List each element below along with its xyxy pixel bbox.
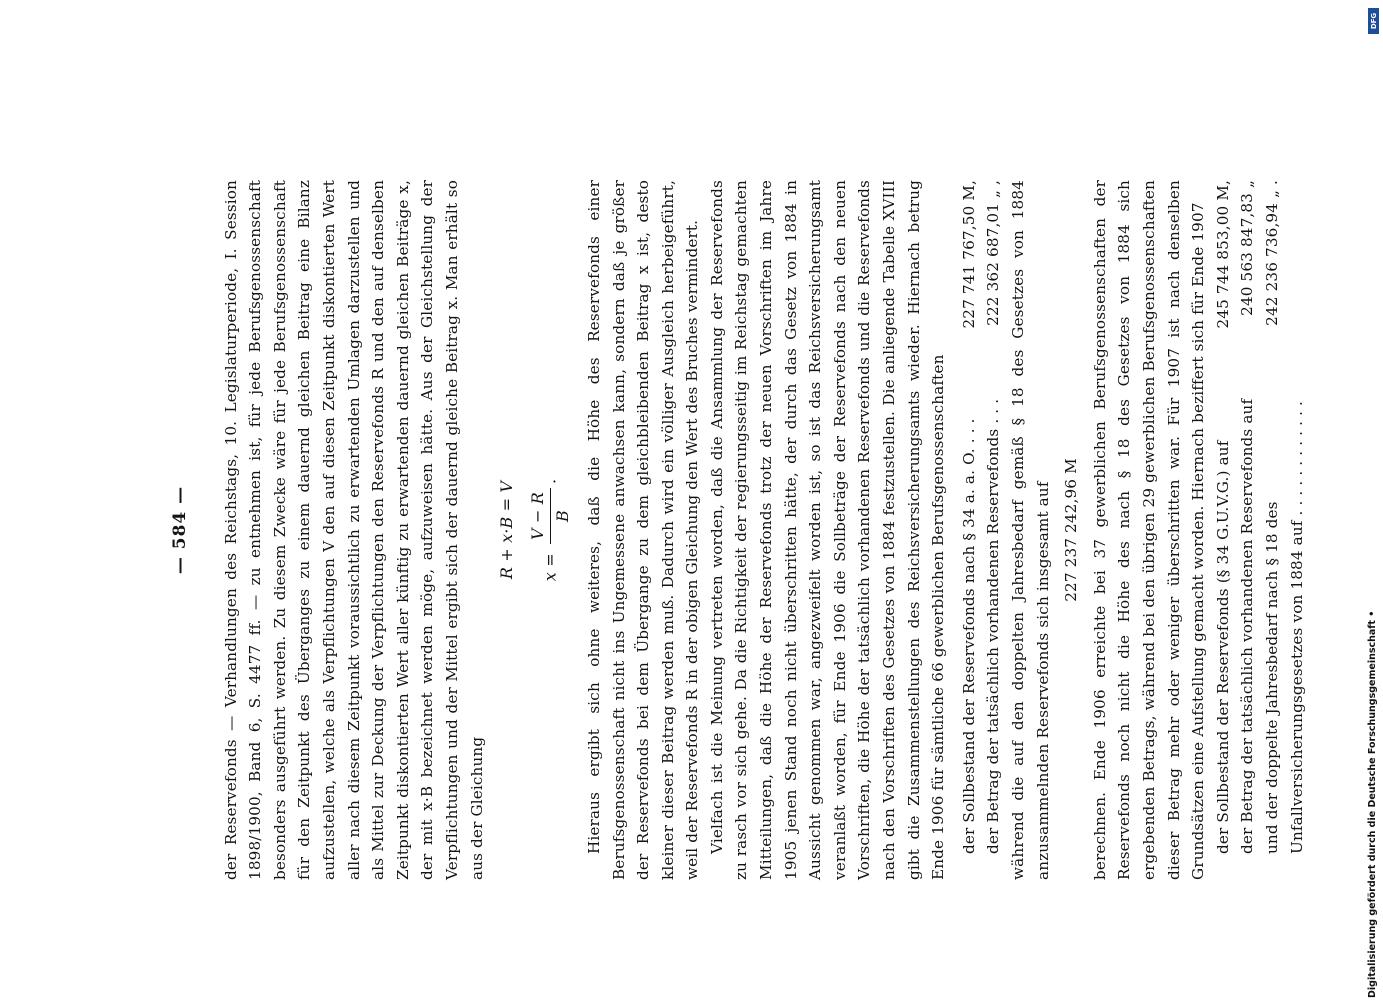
page-number: — 584 — bbox=[170, 485, 190, 575]
amount-row-1 bbox=[957, 180, 982, 880]
amount-row-3-label: der Sollbestand der Reservefonds (§ 34 G.U.V.G.) auf bbox=[1213, 440, 1232, 854]
amount-row-2-value: 222 362 687,01 „ , bbox=[984, 180, 1003, 326]
digitization-credit bbox=[1366, 8, 1380, 998]
amount-row-1-label: der Sollbestand der Reservefonds nach § 34 a. a. O. . . . bbox=[959, 418, 978, 854]
equation-2-fraction bbox=[526, 488, 576, 544]
total-amount-1: 227 237 242,96 M bbox=[1062, 458, 1081, 602]
amount-row-5-label: und der doppelte Jahresbedarf nach § 18 des Unfallversicherungsgesetzes von 1884 auf . . . . . . . . . . . . bbox=[1262, 400, 1306, 854]
amount-row-4-value: 240 563 847,83 „ bbox=[1238, 180, 1257, 316]
amount-row-1-value: 227 741 767,50 M, bbox=[959, 180, 978, 329]
paragraph-3: Vielfach ist die Meinung vertreten worden, daß die Ansammlung der Reservefonds zu rasch vor sich gehe. Da die Richtigkeit der regierungsseitig im Reichstag gemachten Mitteilungen, daß die Höhe der Reservefonds trotz der neuen Vorschriften im Jahre 1905 jenen Stand noch nicht überschritten hätte, der durch das Gesetz von 1884 in Aussicht genommen war, angezweifelt worden ist, so ist das Reichsversicherungsamt veranlaßt worden, für Ende 1906 die Sollbeträge der Reservefonds nach den neuen Vorschriften, die Höhe der tatsächlich vorhandenen Reservefonds und die Reservefonds nach den Vorschriften des Gesetzes von 1884 festzustellen. Die anliegende Tabelle XVIII gibt die Zusammenstellungen des Reichsversicherungsamts wieder. Hiernach betrug Ende 1906 für sämtliche 66 gewerblichen Berufsgenossenschaften bbox=[707, 180, 948, 880]
equation-2-lhs: x = bbox=[540, 553, 560, 582]
amount-row-2-label: der Betrag der tatsächlich vorhandenen Reservefonds . . . bbox=[984, 398, 1003, 854]
dfg-logo: DFG bbox=[1368, 8, 1379, 34]
amount-row-2 bbox=[981, 180, 1006, 880]
paragraph-1: der Reservefonds — Verhandlungen des Reichstags, 10. Legislaturperiode, I. Session 1898/1900, Band 6, S. 4477 ff. — zu entnehmen ist, für jede Berufsgenossenschaft besonders ausgeführt werden. Zu diesem Zwecke wäre für jede Berufsgenossenschaft für den Zeitpunkt des Überganges zu einem dauernd gleichen Beitrag eine Bilanz aufzustellen, welche als Verpflichtungen V den auf diesen Zeitpunkt diskontierten Wert aller nach diesem Zeitpunkt voraussichtlich zu erwartenden Umlagen darzustellen und als Mittel zur Deckung der Verpflichtungen den Reservefonds R und den auf denselben Zeitpunkt diskontierten Wert aller künftig zu erwartenden dauernd gleichen Beiträge x, der mit x·B bezeichnet werden möge, aufzuweisen hätte. Aus der Gleichstellung der Verpflichtungen und der Mittel ergibt sich der dauernd gleiche Beitrag x. Man erhält so aus der Gleichung bbox=[221, 180, 486, 880]
document-page bbox=[168, 180, 1306, 880]
equation-2-numerator: V − R bbox=[526, 488, 552, 544]
amount-row-4-label: der Betrag der tatsächlich vorhandenen Reservefonds auf bbox=[1238, 398, 1257, 854]
paragraph-5: berechnen. Ende 1906 erreichte bei 37 gewerblichen Berufsgenossenschaften der Reservefonds noch nicht die Höhe des nach § 18 des Gesetzes von 1884 sich ergebenden Betrags, während bei den übrigen 29 gewerblichen Berufsgenossenschaften dieser Betrag mehr oder weniger überschritten war. Für 1907 ist nach denselben Grundsätzen eine Aufstellung gemacht worden. Hiernach beziffert sich für Ende 1907 bbox=[1090, 180, 1208, 880]
amount-row-5-value: 242 236 736,94 „ . bbox=[1262, 180, 1281, 326]
amount-row-5 bbox=[1260, 180, 1309, 880]
equation-1: R + x·B = V bbox=[497, 480, 517, 580]
amount-row-3-value: 245 744 853,00 M, bbox=[1213, 180, 1232, 329]
amount-row-3 bbox=[1211, 180, 1236, 880]
digitization-credit-text: Digitalisierung gefördert durch die Deutsche Forschungsgemeinschaft • bbox=[1367, 610, 1378, 998]
amount-row-4 bbox=[1235, 180, 1260, 880]
equation-2-denominator: B bbox=[553, 510, 573, 522]
paragraph-2: Hieraus ergibt sich ohne weiteres, daß die Höhe des Reservefonds einer Berufsgenossenschaft nicht ins Ungemessene anwachsen kann, sondern daß je größer der Reservefonds bei dem Übergange zu dem gleichbleibenden Beitrag x ist, desto kleiner dieser Beitrag werden muß. Dadurch wird ein völliger Ausgleich herbeigeführt, weil der Reservefonds R in der obigen Gleichung den Wert des Bruches vermindert. bbox=[584, 180, 702, 880]
scanned-page-area bbox=[148, 100, 1306, 960]
equation-2: x = V − R B . bbox=[526, 180, 576, 880]
paragraph-4: während die auf den doppelten Jahresbedarf gemäß § 18 des Gesetzes von 1884 anzusammelnden Reservefonds sich insgesamt auf bbox=[1009, 180, 1052, 880]
